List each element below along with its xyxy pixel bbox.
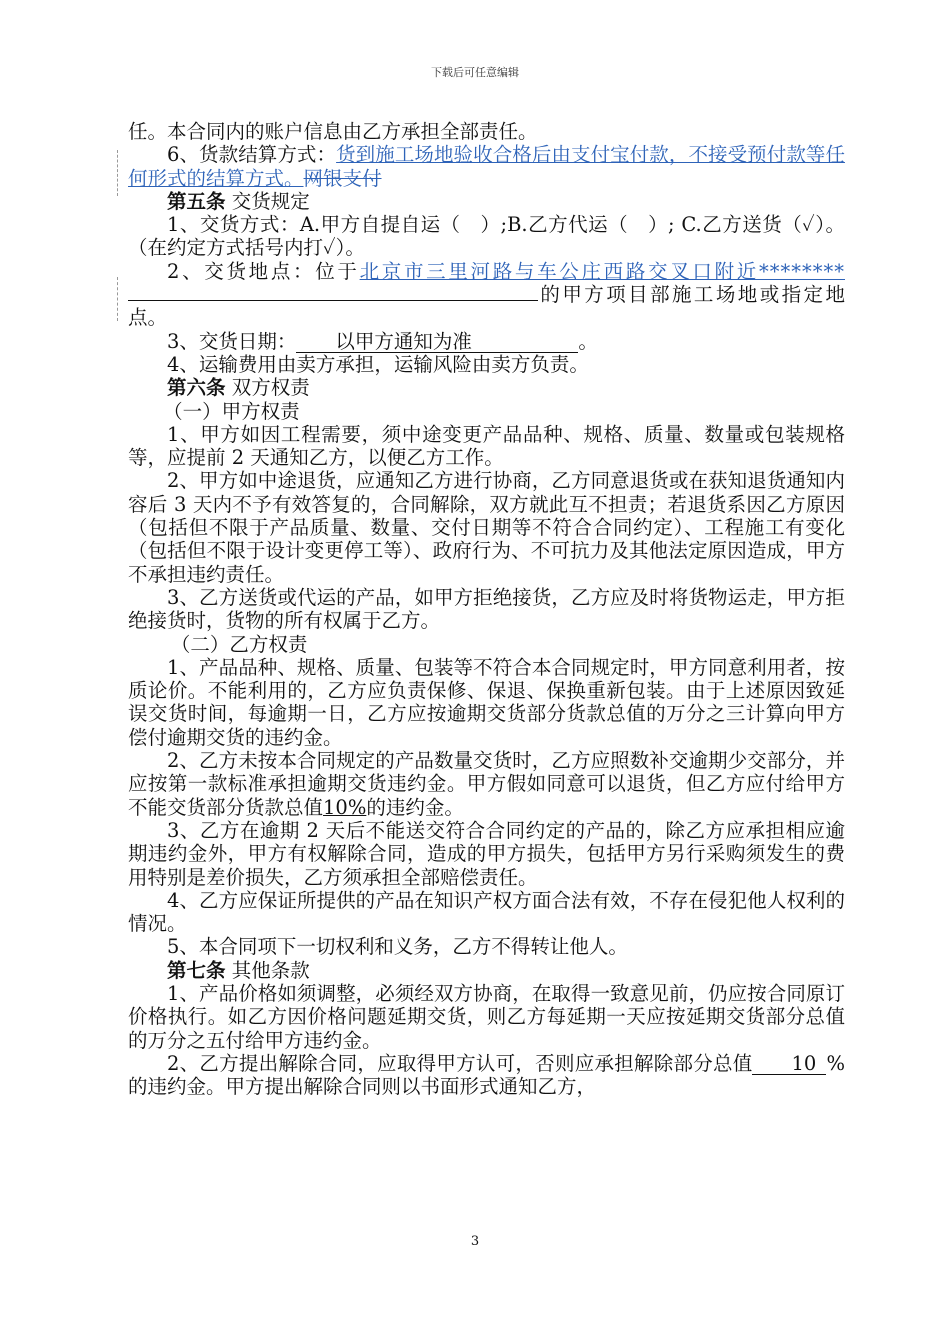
article-number: 第六条 — [167, 376, 226, 400]
article-title: 其他条款 — [231, 958, 310, 982]
blank-value: 10 — [791, 1051, 817, 1075]
clause-text: 2、乙方提出解除合同，应取得甲方认可，否则应承担解除部分总值 — [167, 1051, 753, 1075]
clause-label: 6、货款结算方式： — [167, 143, 337, 167]
paragraph: 任。本合同内的账户信息由乙方承担全部责任。 — [128, 120, 538, 143]
filled-blank — [296, 329, 578, 353]
clause-text: %的违约金。甲方提出解除合同则以书面形式通知乙方， — [128, 1051, 845, 1099]
paragraph: 3、乙方在逾期 2 天后不能送交符合合同约定的产品的，除乙方应承担相应逾期违约金外，甲方有权解除合同，造成的甲方损失，包括甲方另行采购须发生的费用特别是差价损失，乙方须承担全部赔偿责任。 — [128, 818, 845, 889]
paragraph: 5、本合同项下一切权利和义务，乙方不得转让他人。 — [167, 935, 628, 959]
revision-bar — [117, 150, 118, 196]
clause-label: 3、交货日期： — [167, 329, 297, 353]
sub-heading: （二）乙方权责 — [170, 632, 308, 656]
termination-clause — [128, 1052, 845, 1099]
article-title: 双方权责 — [231, 376, 310, 400]
settlement-clause — [128, 143, 845, 190]
sub-heading: （一）甲方权责 — [163, 399, 300, 423]
article-heading — [128, 959, 845, 982]
deleted-text: 网银支付 — [303, 166, 382, 190]
delivery-date-clause — [128, 330, 845, 353]
blank-value: 以甲方通知为准 — [335, 329, 472, 353]
page-number: 3 — [470, 1234, 480, 1249]
article-number: 第七条 — [167, 958, 226, 982]
article-title: 交货规定 — [231, 189, 310, 213]
paragraph: 1、产品品种、规格、质量、包装等不符合本合同规定时，甲方同意利用者，按质论价。不能利用的，乙方应负责保修、保退、保换重新包装。由于上述原因致延误交货时间，每逾期一日，乙方应按逾期交货部分货款总值的万分之三计算向甲方偿付逾期交货的违约金。 — [128, 655, 845, 749]
delivery-location-clause — [128, 260, 845, 330]
clause-end: 。 — [578, 329, 598, 353]
clause-text: 的违约金。 — [366, 795, 464, 819]
revision-bar — [117, 277, 118, 321]
article-heading — [128, 190, 845, 213]
paragraph: 4、乙方应保证所提供的产品在知识产权方面合法有效，不存在侵犯他人权利的情况。 — [128, 888, 845, 936]
paragraph — [128, 749, 845, 819]
paragraph: 4、运输费用由卖方承担，运输风险由卖方负责。 — [167, 352, 589, 376]
article-heading — [128, 376, 845, 399]
page-header: 下载后可任意编辑 — [431, 66, 519, 79]
filled-blank — [752, 1051, 826, 1075]
paragraph: 1、产品价格如须调整，必须经双方协商，在取得一致意见前，仍应按合同原订价格执行。如乙方因价格问题延期交货，则乙方每延期一天应按延期交货部分总值的万分之五付给甲方违约金。 — [128, 981, 845, 1052]
clause-label: 2、交货地点：位于 — [167, 259, 360, 283]
percentage-value: 10% — [323, 795, 367, 819]
contract-body — [128, 120, 845, 1098]
paragraph: 2、甲方如中途退货，应通知乙方进行协商，乙方同意退货或在获知退货通知内容后 3 天内不予有效答复的，合同解除，双方就此互不担责；若退货系因乙方原因（包括但不限于产品质量、数量、交付日期等不符合合同约定）、工程施工有变化（包括但不限于设计变更停工等）、政府行为、不可抗力及其他法定原因造成，甲方不承担违约责任。 — [128, 469, 845, 586]
inserted-text: 货到施工场地验收合格后由支付宝付款，不接受预付款等任何形式的结算方式。 — [128, 143, 845, 190]
clause-text: 2、乙方未按本合同规定的产品数量交货时，乙方应照数补交逾期少交部分，并应按第一款标准承担逾期交货违约金。甲方假如同意可以退货，但乙方应付给甲方不能交货部分货款总值 — [128, 749, 845, 819]
underline-blank — [128, 300, 538, 301]
article-number: 第五条 — [167, 189, 226, 213]
inserted-text: ******** — [759, 259, 845, 283]
paragraph: 3、乙方送货或代运的产品，如甲方拒绝接货，乙方应及时将货物运走，甲方拒绝接货时，货物的所有权属于乙方。 — [128, 585, 845, 633]
paragraph: 1、交货方式：A.甲方自提自运（ ）;B.乙方代运（ ）; C.乙方送货（✓）。（在约定方式括号内打✓）。 — [128, 213, 845, 260]
paragraph: 1、甲方如因工程需要，须中途变更产品品种、规格、质量、数量或包装规格等，应提前 2 天通知乙方，以便乙方工作。 — [128, 422, 845, 470]
inserted-text: 北京市三里河路与车公庄西路交叉口附近 — [359, 259, 759, 283]
clause-tail: 的甲方项目部施工场地或指定地点。 — [128, 283, 845, 330]
